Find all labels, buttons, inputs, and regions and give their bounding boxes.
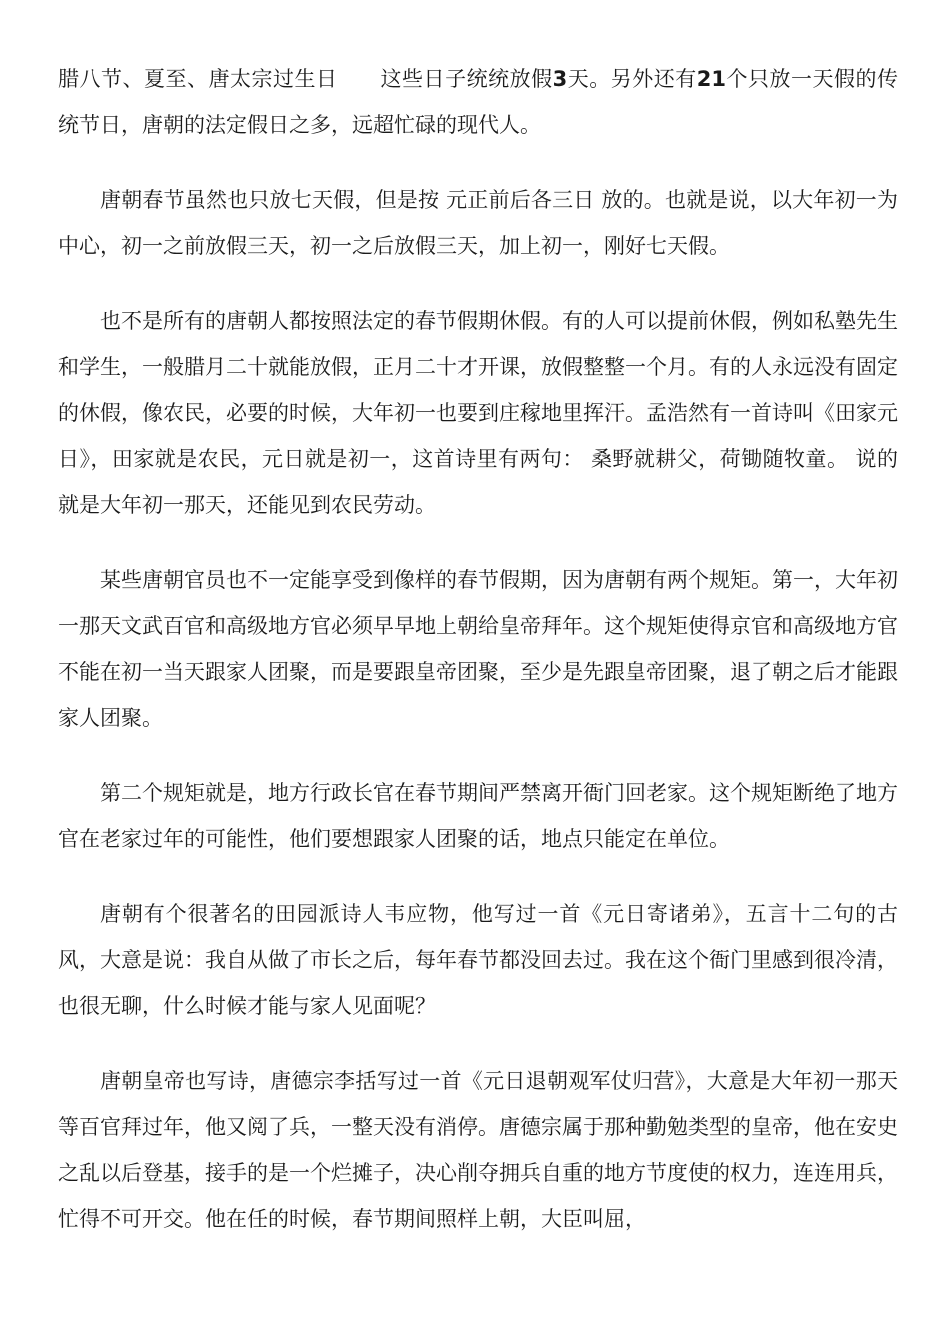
text-segment: 天。另外还有 [567, 67, 697, 91]
number-three: 3 [552, 67, 568, 91]
text-segment: 个只放一天假的传统节日，唐朝的法定假日之多，远超忙碌的现代人。 [58, 67, 899, 137]
paragraph-holidays [58, 56, 898, 148]
paragraph-wei-yingwu: 唐朝有个很著名的田园派诗人韦应物，他写过一首《元日寄诸弟》，五言十二句的古风，大意是说：我自从做了市长之后，每年春节都没回去过。我在这个衙门里感到很冷清，也很无聊，什么时候才能与家人见面呢？ [58, 902, 898, 1018]
paragraph-spring-festival: 唐朝春节虽然也只放七天假，但是按 元正前后各三日 放的。也就是说，以大年初一为中心，初一之前放假三天，初一之后放假三天，加上初一，刚好七天假。 [58, 188, 898, 258]
paragraph-officials-rules: 某些唐朝官员也不一定能享受到像样的春节假期，因为唐朝有两个规矩。第一，大年初一那天文武百官和高级地方官必须早早地上朝给皇帝拜年。这个规矩使得京官和高级地方官不能在初一当天跟家人团聚，而是要跟皇帝团聚，至少是先跟皇帝团聚，退了朝之后才能跟家人团聚。 [58, 568, 898, 730]
text-segment: 腊八节、夏至、唐太宗过生日 这些日子统统放假 [58, 67, 553, 91]
paragraph-not-everyone: 也不是所有的唐朝人都按照法定的春节假期休假。有的人可以提前休假，例如私塾先生和学生，一般腊月二十就能放假，正月二十才开课，放假整整一个月。有的人永远没有固定的休假，像农民，必要的时候，大年初一也要到庄稼地里挥汗。孟浩然有一首诗叫《田家元日》，田家就是农民，元日就是初一，这首诗里有两句： 桑野就耕父，荷锄随牧童。 说的就是大年初一那天，还能见到农民劳动。 [58, 309, 898, 517]
document-page [58, 56, 898, 1242]
paragraph-second-rule: 第二个规矩就是，地方行政长官在春节期间严禁离开衙门回老家。这个规矩断绝了地方官在老家过年的可能性，他们要想跟家人团聚的话，地点只能定在单位。 [58, 781, 898, 851]
number-twenty-one: 21 [696, 67, 726, 91]
paragraph-emperor-dezong: 唐朝皇帝也写诗，唐德宗李括写过一首《元日退朝观军仗归营》，大意是大年初一那天等百官拜过年，他又阅了兵，一整天没有消停。唐德宗属于那种勤勉类型的皇帝，他在安史之乱以后登基，接手的是一个烂摊子，决心削夺拥兵自重的地方节度使的权力，连连用兵，忙得不可开交。他在任的时候，春节期间照样上朝，大臣叫屈， [58, 1069, 898, 1231]
